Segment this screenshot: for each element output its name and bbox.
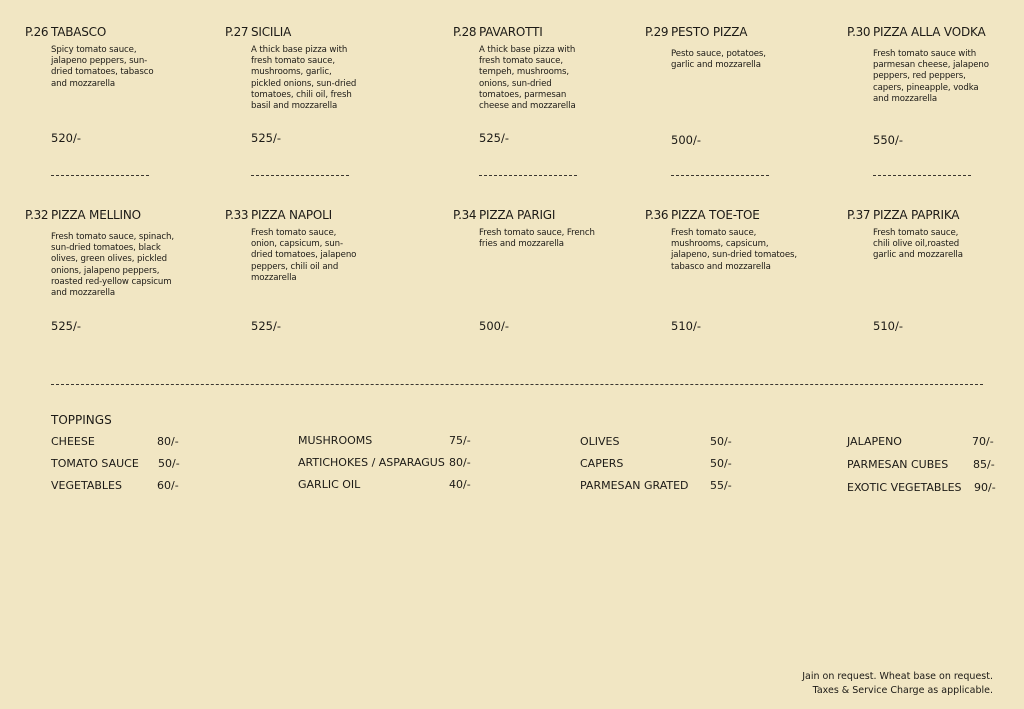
item-price: 520/- [51,131,81,145]
menu-item-p34 [453,208,669,333]
item-code: P.32 [25,208,49,222]
topping-name: ARTICHOKES / ASPARAGUS [298,456,445,469]
menu-item-p30 [847,25,1024,147]
item-name: SICILIA [251,25,292,39]
topping-name: MUSHROOMS [298,434,373,447]
topping-price: 85/- [973,458,995,471]
topping-price: 60/- [157,479,179,492]
item-divider [479,175,577,176]
item-code: P.28 [453,25,477,39]
item-name: PIZZA ALLA VODKA [873,25,986,39]
item-description: Fresh tomato sauce, French fries and mozzarella [479,228,595,250]
item-code: P.30 [847,25,871,39]
footer-line-taxes: Taxes & Service Charge as applicable. [812,685,993,696]
item-name: PIZZA TOE-TOE [671,208,760,222]
topping-price: 75/- [449,434,471,447]
item-description: Fresh tomato sauce, onion, capsicum, sun-dried tomatoes, jalapeno peppers, chili oil and mozzarella [251,228,357,283]
item-price: 525/- [51,319,81,333]
item-divider [873,175,971,176]
menu-item-p33 [225,208,441,333]
topping-price: 80/- [157,435,179,448]
topping-price: 55/- [710,479,732,492]
topping-item [298,434,471,447]
topping-item [847,481,996,494]
topping-item [847,458,995,471]
item-divider [251,175,349,176]
item-description: Pesto sauce, potatoes, garlic and mozzarella [671,49,766,71]
item-code: P.26 [25,25,49,39]
topping-name: CAPERS [580,457,624,470]
topping-price: 70/- [972,435,994,448]
item-price: 500/- [479,319,509,333]
menu-item-p36 [645,208,861,333]
topping-name: JALAPENO [847,435,902,448]
topping-name: PARMESAN CUBES [847,458,949,471]
topping-name: VEGETABLES [51,479,122,492]
toppings-heading: TOPPINGS [51,413,112,427]
item-price: 525/- [479,131,509,145]
topping-name: GARLIC OIL [298,478,361,491]
item-price: 525/- [251,131,281,145]
topping-item [51,479,179,492]
menu-item-p28 [453,25,669,145]
menu-item-p27 [225,25,441,145]
menu-item-p32 [25,208,241,333]
topping-price: 50/- [158,457,180,470]
topping-item [298,456,471,469]
item-description: Fresh tomato sauce with parmesan cheese, jalapeno peppers, red peppers, capers, pineapple, vodka and mozzarella [873,49,989,104]
topping-item [580,435,732,448]
topping-price: 90/- [974,481,996,494]
topping-name: OLIVES [580,435,620,448]
item-price: 510/- [671,319,701,333]
item-description: Fresh tomato sauce, chili olive oil,roasted garlic and mozzarella [873,228,963,261]
item-description: Spicy tomato sauce, jalapeno peppers, sun-dried tomatoes, tabasco and mozzarella [51,45,154,89]
topping-name: CHEESE [51,435,95,448]
item-name: TABASCO [51,25,107,39]
menu-item-p37 [847,208,1024,333]
topping-name: TOMATO SAUCE [51,457,139,470]
topping-price: 50/- [710,435,732,448]
item-code: P.37 [847,208,871,222]
topping-item [580,457,732,470]
topping-price: 80/- [449,456,471,469]
item-code: P.29 [645,25,669,39]
item-name: PIZZA PAPRIKA [873,208,960,222]
item-name: PAVAROTTI [479,25,543,39]
item-description: A thick base pizza with fresh tomato sauce, mushrooms, garlic, pickled onions, sun-dried tomatoes, chili oil, fresh basil and mozzarella [251,45,357,112]
item-code: P.34 [453,208,477,222]
item-description: A thick base pizza with fresh tomato sauce, tempeh, mushrooms, onions, sun-dried tomatoes, parmesan cheese and mozzarella [479,45,576,112]
topping-item [51,435,179,448]
item-price: 525/- [251,319,281,333]
topping-price: 50/- [710,457,732,470]
topping-item [51,457,180,470]
topping-item [298,478,471,491]
footer-note [802,670,993,698]
topping-name: EXOTIC VEGETABLES [847,481,962,494]
topping-price: 40/- [449,478,471,491]
item-code: P.27 [225,25,249,39]
item-price: 510/- [873,319,903,333]
item-name: PIZZA PARIGI [479,208,556,222]
item-name: PIZZA NAPOLI [251,208,332,222]
item-code: P.36 [645,208,669,222]
item-name: PIZZA MELLINO [51,208,141,222]
topping-item [847,435,994,448]
item-description: Fresh tomato sauce, spinach, sun-dried tomatoes, black olives, green olives, pickled onions, jalapeno peppers, roasted red-yellow capsicum and mozzarella [51,232,175,299]
section-divider [51,384,983,385]
item-divider [671,175,769,176]
item-description: Fresh tomato sauce, mushrooms, capsicum, jalapeno, sun-dried tomatoes, tabasco and mozzarella [671,228,798,272]
topping-item [580,479,732,492]
item-name: PESTO PIZZA [671,25,748,39]
topping-name: PARMESAN GRATED [580,479,689,492]
item-divider [51,175,149,176]
menu-item-p26 [25,25,241,145]
footer-line-jain: Jain on request. Wheat base on request. [802,671,993,682]
item-price: 550/- [873,133,903,147]
item-code: P.33 [225,208,249,222]
item-price: 500/- [671,133,701,147]
menu-item-p29 [645,25,861,147]
